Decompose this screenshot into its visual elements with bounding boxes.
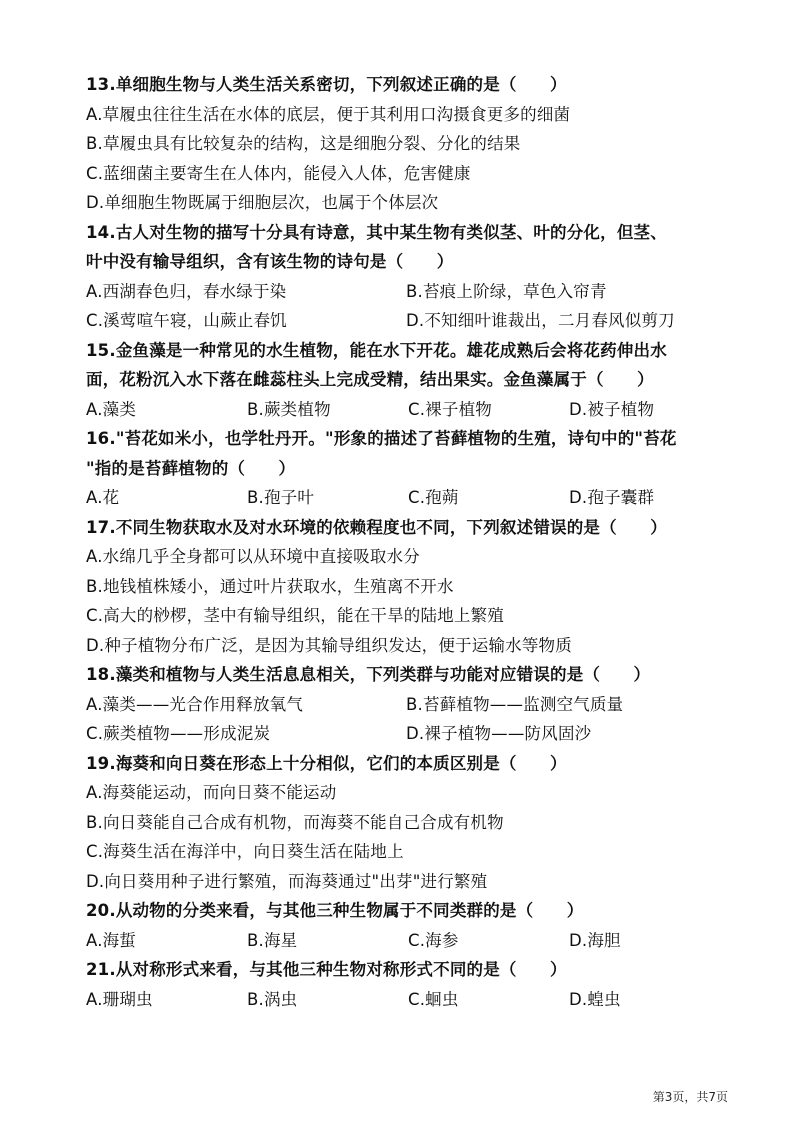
option-row (86, 719, 726, 749)
option-d: D.向日葵用种子进行繁殖，而海葵通过"出芽"进行繁殖 (86, 871, 488, 891)
question-16 (86, 424, 726, 513)
option-a: A.西湖春色归，春水绿于染 (86, 281, 287, 301)
option-row (86, 690, 726, 720)
option-c: C.蓝细菌主要寄生在人体内，能侵入人体，危害健康 (86, 163, 471, 183)
question-stem: 14.古人对生物的描写十分具有诗意，其中某生物有类似茎、叶的分化，但茎、 (86, 222, 667, 242)
option-a: A.水绵几乎全身都可以从环境中直接吸取水分 (86, 547, 420, 566)
option-d: D.孢子囊群 (569, 488, 655, 507)
option-c: C.高大的桫椤，茎中有输导组织，能在干旱的陆地上繁殖 (86, 606, 504, 625)
option-d: D.不知细叶谁裁出，二月春风似剪刀 (406, 311, 675, 330)
question-17 (86, 513, 726, 661)
option-row (86, 306, 726, 336)
option-a: A.藻类 (86, 399, 137, 419)
question-stem: 21.从对称形式来看，与其他三种生物对称形式不同的是（ ） (86, 960, 567, 979)
question-20 (86, 896, 726, 955)
question-13 (86, 70, 726, 218)
option-c: C.海参 (408, 930, 459, 950)
question-14 (86, 218, 726, 336)
option-a: A.草履虫往往生活在水体的底层，便于其利用口沟摄食更多的细菌 (86, 104, 571, 124)
option-b: B.蕨类植物 (247, 399, 331, 419)
question-19 (86, 749, 726, 897)
question-stem: 19.海葵和向日葵在形态上十分相似，它们的本质区别是（ ） (86, 753, 567, 773)
option-b: B.向日葵能自己合成有机物，而海葵不能自己合成有机物 (86, 812, 504, 832)
option-b: B.孢子叶 (247, 488, 315, 507)
option-b: B.海星 (247, 930, 298, 950)
option-d: D.裸子植物——防风固沙 (406, 724, 592, 743)
question-stem: 17.不同生物获取水及对水环境的依赖程度也不同，下列叙述错误的是（ ） (86, 517, 667, 537)
option-c: C.孢蒴 (408, 488, 459, 507)
question-18 (86, 660, 726, 749)
option-row (86, 483, 726, 513)
question-stem: 20.从动物的分类来看，与其他三种生物属于不同类群的是（ ） (86, 901, 584, 920)
option-c: C.海葵生活在海洋中，向日葵生活在陆地上 (86, 842, 404, 861)
question-stem: 叶中没有输导组织，含有该生物的诗句是（ ） (86, 252, 454, 271)
option-a: A.花 (86, 488, 120, 507)
question-list (86, 70, 726, 1014)
option-b: B.苔藓植物——监测空气质量 (406, 694, 624, 714)
page-number: 第3页，共7页 (652, 1090, 728, 1104)
option-b: B.涡虫 (247, 989, 298, 1009)
option-d: D.蝗虫 (569, 989, 621, 1009)
option-d: D.海胆 (569, 930, 621, 950)
question-stem: "指的是苔藓植物的（ ） (86, 458, 296, 478)
option-d: D.单细胞生物既属于细胞层次，也属于个体层次 (86, 193, 439, 212)
option-a: A.藻类——光合作用释放氧气 (86, 694, 304, 714)
option-c: C.蛔虫 (408, 989, 459, 1009)
option-a: A.海蜇 (86, 930, 137, 950)
option-b: B.草履虫具有比较复杂的结构，这是细胞分裂、分化的结果 (86, 134, 521, 153)
question-stem: 18.藻类和植物与人类生活息息相关，下列类群与功能对应错误的是（ ） (86, 665, 651, 684)
option-b: B.地钱植株矮小，通过叶片获取水，生殖离不开水 (86, 576, 454, 596)
question-15 (86, 336, 726, 425)
option-d: D.被子植物 (569, 399, 655, 419)
option-row (86, 277, 726, 307)
option-row (86, 395, 726, 425)
option-a: A.海葵能运动，而向日葵不能运动 (86, 783, 337, 802)
option-row (86, 985, 726, 1015)
option-c: C.溪莺喧午寝，山蕨止春饥 (86, 311, 287, 330)
option-d: D.种子植物分布广泛，是因为其输导组织发达，便于运输水等物质 (86, 635, 572, 655)
option-c: C.裸子植物 (408, 399, 492, 419)
question-stem: 面，花粉沉入水下落在雌蕊柱头上完成受精，结出果实。金鱼藻属于（ ） (86, 370, 654, 389)
option-b: B.苔痕上阶绿，草色入帘青 (406, 281, 607, 301)
option-row (86, 926, 726, 956)
question-stem: 16."苔花如米小，也学牡丹开。"形象的描述了苔藓植物的生殖，诗句中的"苔花 (86, 429, 677, 448)
option-c: C.蕨类植物——形成泥炭 (86, 724, 271, 743)
question-stem: 13.单细胞生物与人类生活关系密切，下列叙述正确的是（ ） (86, 75, 567, 94)
question-21 (86, 955, 726, 1014)
question-stem: 15.金鱼藻是一种常见的水生植物，能在水下开花。雄花成熟后会将花药伸出水 (86, 340, 667, 360)
option-a: A.珊瑚虫 (86, 989, 153, 1009)
